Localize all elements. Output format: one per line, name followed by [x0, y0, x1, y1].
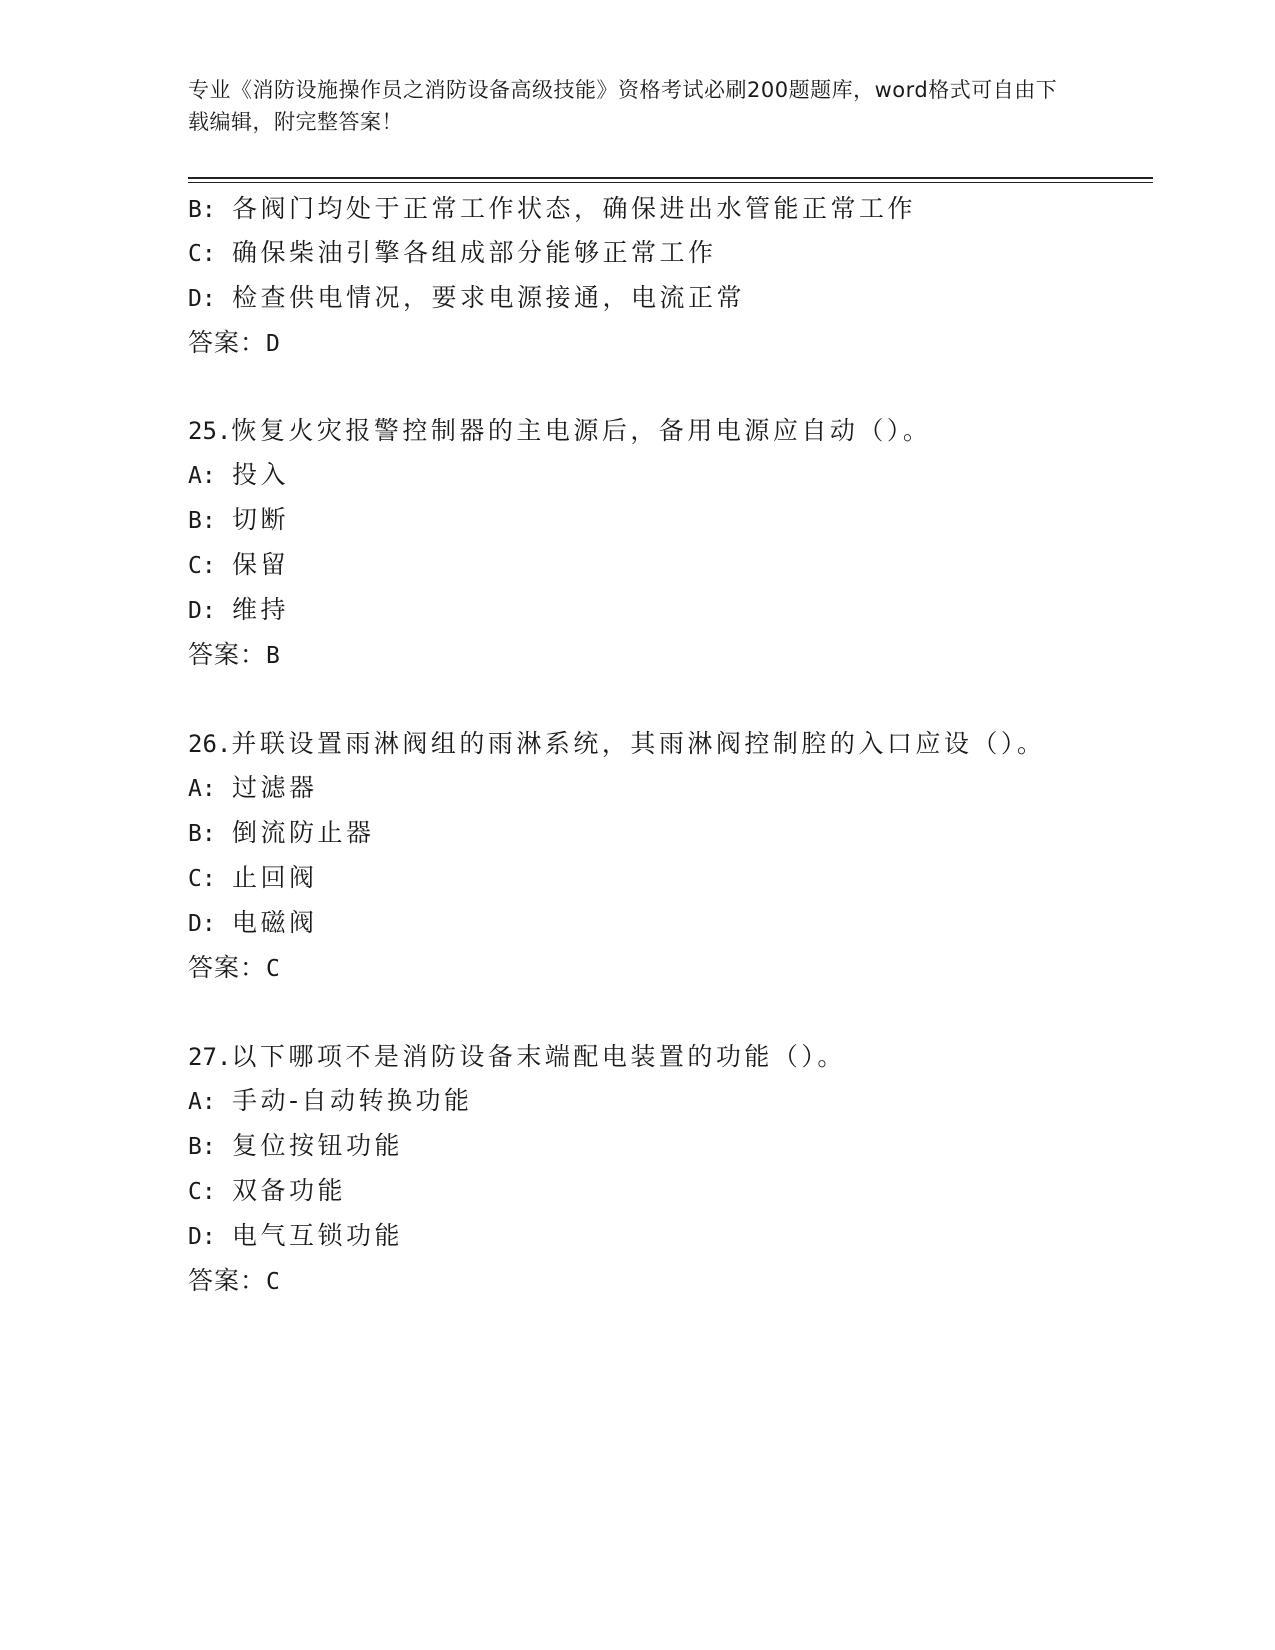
option-row	[188, 281, 745, 316]
question-text: 以下哪项不是消防设备末端配电装置的功能（）。	[231, 1042, 846, 1071]
option-label: B:	[188, 197, 216, 223]
option-label: D:	[188, 598, 216, 624]
option-row	[188, 548, 289, 583]
option-label: A:	[188, 1089, 216, 1115]
answer-value: C	[266, 956, 280, 982]
option-label: D:	[188, 286, 216, 312]
question-stem	[188, 1040, 846, 1074]
option-row	[188, 593, 289, 628]
answer-label: 答案：	[188, 640, 267, 669]
option-row	[188, 1219, 403, 1254]
question-number: 26.	[188, 730, 232, 758]
option-text: 过滤器	[232, 773, 318, 802]
option-text: 倒流防止器	[232, 818, 375, 847]
header-divider-thin	[188, 182, 1153, 183]
option-text: 维持	[232, 595, 290, 624]
option-text: 手动-自动转换功能	[232, 1086, 473, 1115]
option-label: D:	[188, 1224, 216, 1250]
option-row	[188, 236, 717, 271]
option-label: D:	[188, 911, 216, 937]
option-row	[188, 816, 375, 851]
option-label: A:	[188, 776, 216, 802]
option-text: 止回阀	[232, 863, 318, 892]
option-text: 各阀门均处于正常工作状态，确保进出水管能正常工作	[232, 194, 917, 223]
answer-label: 答案：	[188, 328, 267, 357]
answer-row	[188, 1264, 280, 1299]
answer-value: D	[266, 331, 280, 357]
answer-label: 答案：	[188, 1266, 267, 1295]
question-stem	[188, 414, 931, 448]
option-row	[188, 1174, 346, 1209]
option-text: 保留	[232, 550, 290, 579]
answer-row	[188, 951, 280, 986]
answer-row	[188, 638, 280, 673]
option-label: C:	[188, 241, 216, 267]
option-label: B:	[188, 821, 216, 847]
question-number: 27.	[188, 1043, 232, 1071]
option-row	[188, 1084, 473, 1119]
question-stem	[188, 727, 1045, 761]
option-text: 双备功能	[232, 1176, 347, 1205]
option-label: C:	[188, 553, 216, 579]
option-row	[188, 771, 318, 806]
option-row	[188, 192, 916, 227]
option-label: B:	[188, 508, 216, 534]
option-row	[188, 861, 318, 896]
option-text: 复位按钮功能	[232, 1131, 404, 1160]
answer-row	[188, 326, 280, 361]
option-text: 投入	[232, 460, 290, 489]
option-text: 确保柴油引擎各组成部分能够正常工作	[232, 238, 717, 267]
option-row	[188, 906, 318, 941]
question-text: 并联设置雨淋阀组的雨淋系统，其雨淋阀控制腔的入口应设（）。	[231, 729, 1046, 758]
answer-label: 答案：	[188, 953, 267, 982]
option-label: C:	[188, 866, 216, 892]
option-label: C:	[188, 1179, 216, 1205]
option-row	[188, 458, 289, 493]
option-text: 检查供电情况，要求电源接通，电流正常	[232, 283, 746, 312]
option-text: 电气互锁功能	[232, 1221, 404, 1250]
header-divider-thick	[188, 177, 1153, 179]
answer-value: B	[266, 643, 280, 669]
answer-value: C	[266, 1269, 280, 1295]
option-label: A:	[188, 463, 216, 489]
document-header: 专业《消防设施操作员之消防设备高级技能》资格考试必刷200题题库，word格式可自由下载编辑，附完整答案！	[188, 78, 1058, 134]
option-row	[188, 1129, 403, 1164]
option-row	[188, 503, 289, 538]
option-label: B:	[188, 1134, 216, 1160]
option-text: 电磁阀	[232, 908, 318, 937]
question-text: 恢复火灾报警控制器的主电源后，备用电源应自动（）。	[231, 416, 932, 445]
question-number: 25.	[188, 417, 232, 445]
option-text: 切断	[232, 505, 290, 534]
